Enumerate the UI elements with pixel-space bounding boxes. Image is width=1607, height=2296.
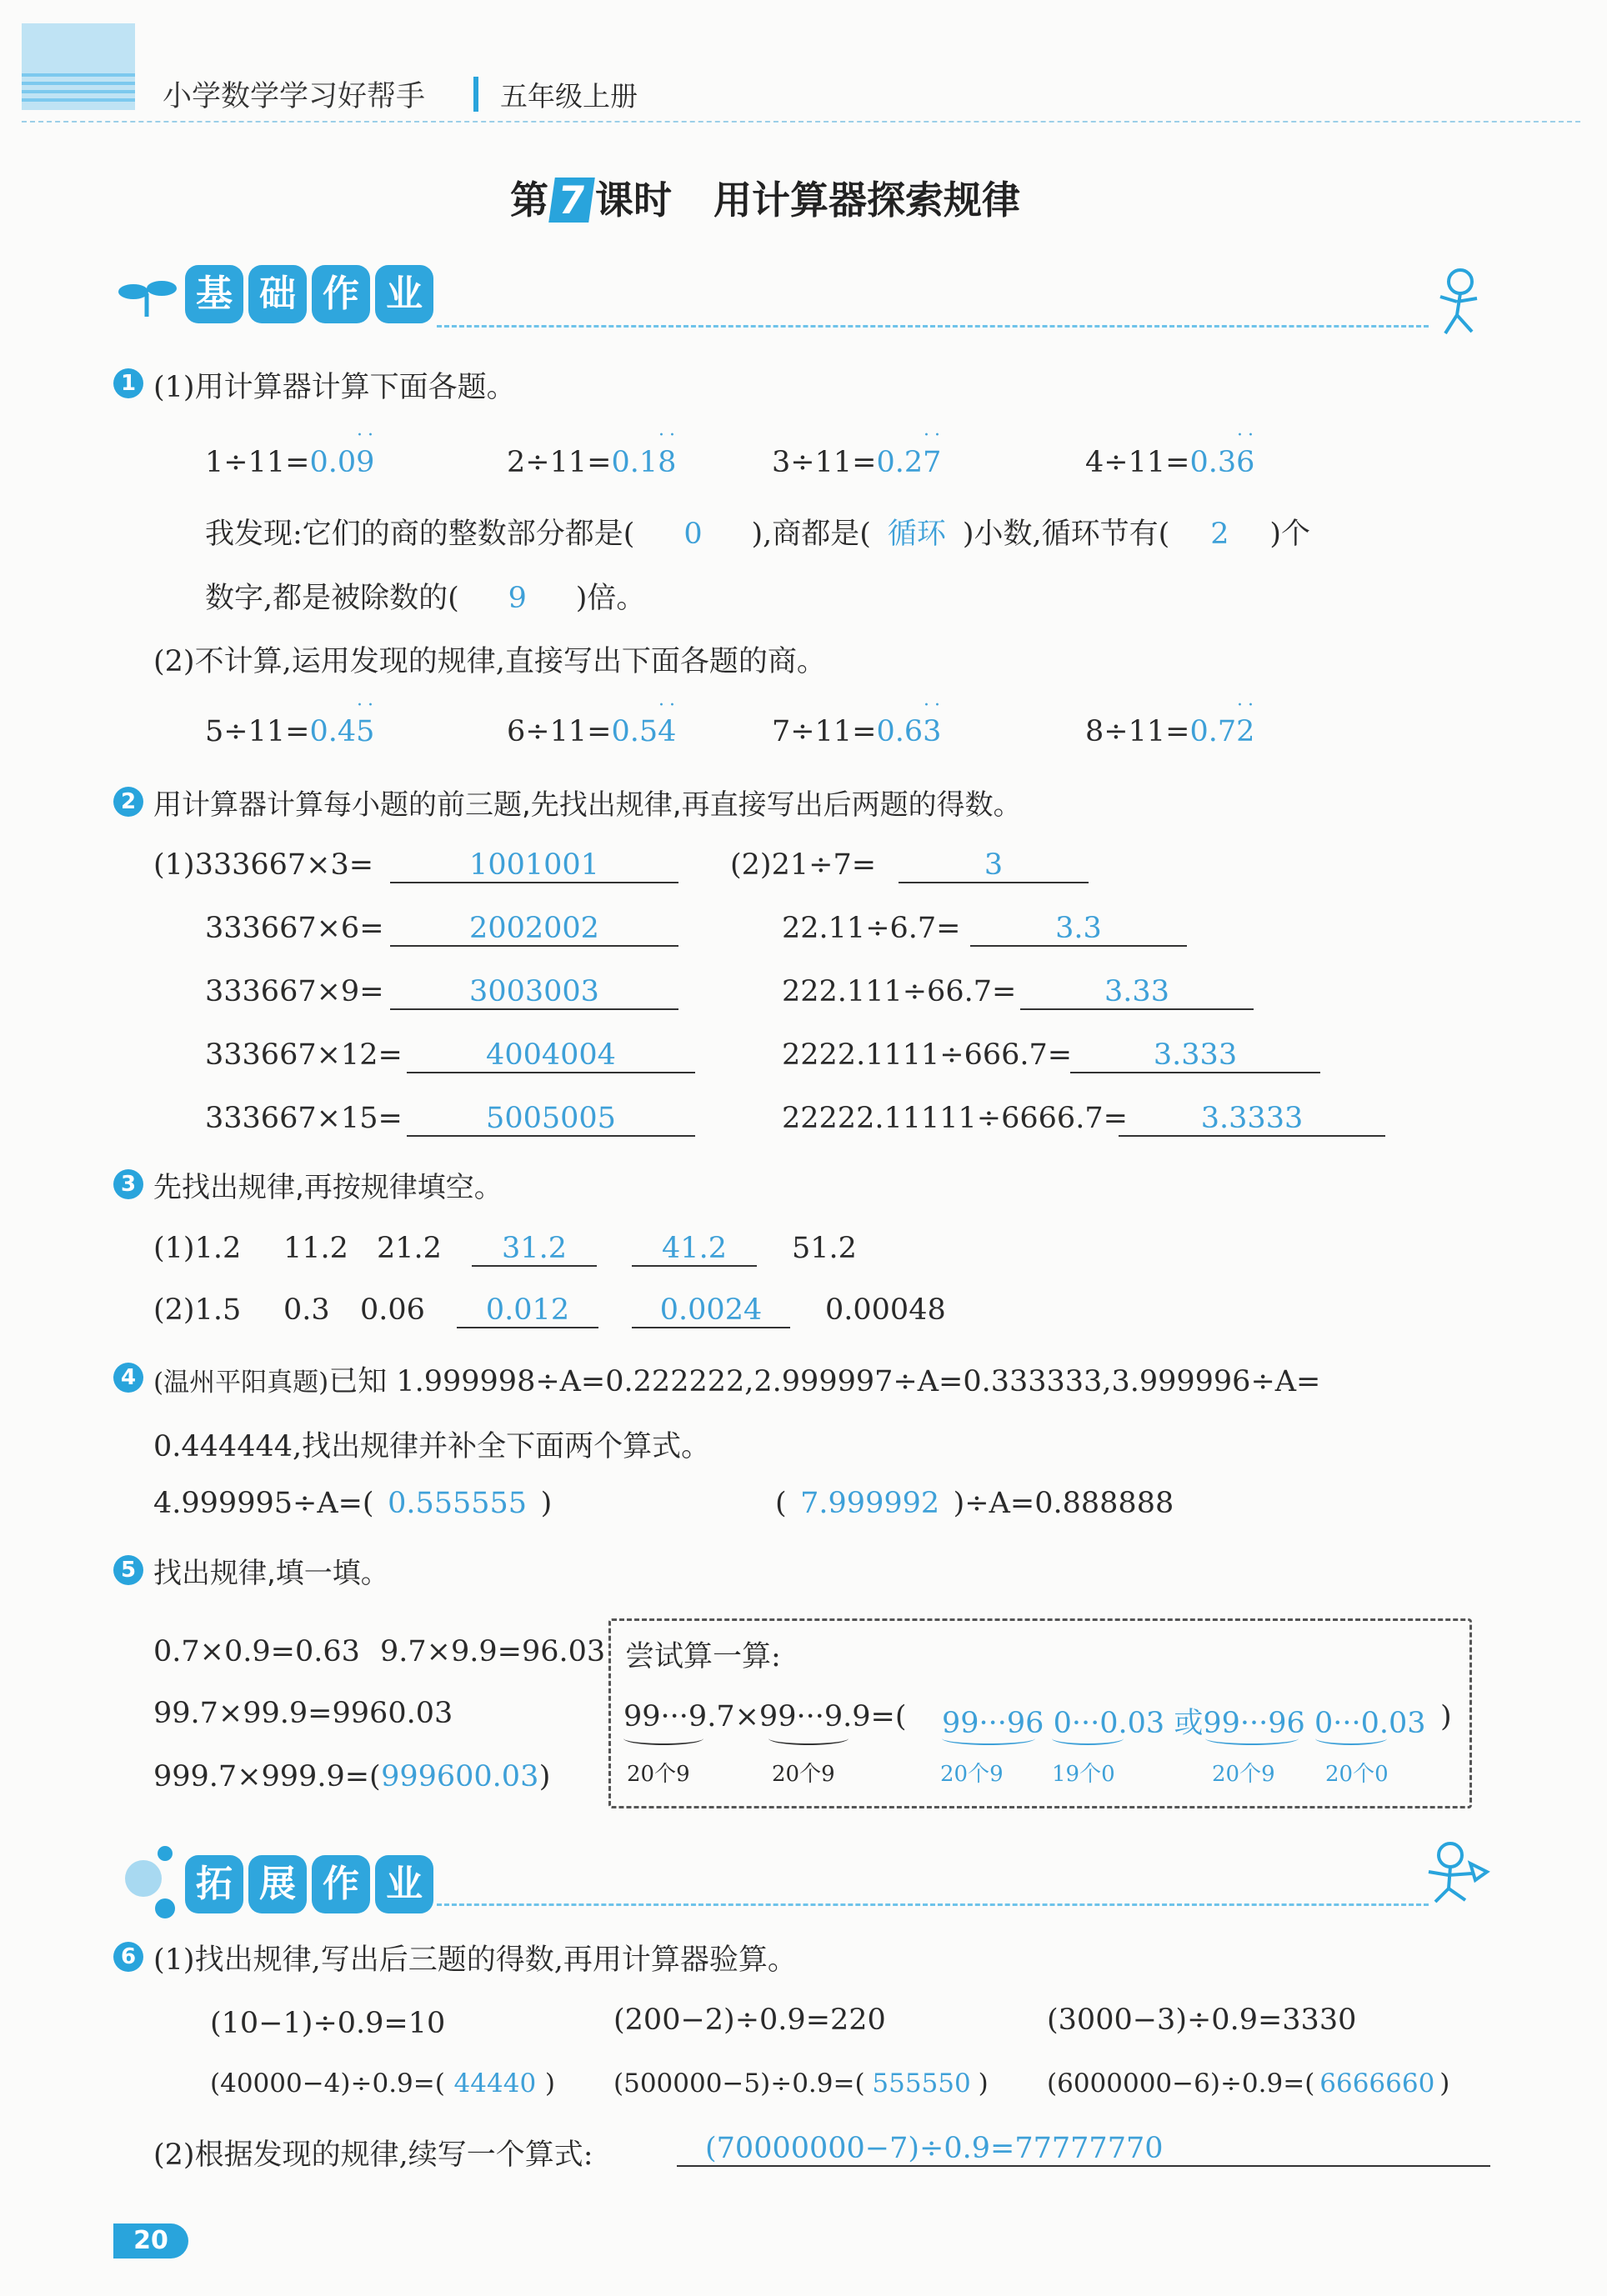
q4-statement: 已知 1.999998÷A=0.222222,2.999997÷A=0.333333,3.999996÷A= <box>328 1365 1321 1398</box>
section-extended-rule <box>437 1903 1429 1906</box>
q1-row1-item-1: 1÷11=0.09 <box>205 446 375 479</box>
q6-answer-3: 6666660 <box>1319 2068 1435 2098</box>
lesson-name: 用计算器探索规律 <box>713 178 1021 223</box>
q1-answer-type: 循环 <box>887 518 946 551</box>
q3-r2-answer-1: 0.012 <box>485 1293 570 1327</box>
q5-example-2: 9.7×9.9=96.03 <box>380 1635 606 1668</box>
q3-r2-v2: 0.3 <box>283 1293 330 1327</box>
q1-answer-digits: 2 <box>1210 518 1229 551</box>
q3-r1-answer-1: 31.2 <box>502 1232 567 1265</box>
q3-r2-v6: 0.00048 <box>825 1293 946 1327</box>
q5-answer-example: 999600.03 <box>381 1760 539 1793</box>
q4-line-2: 0.444444,找出规律并补全下面两个算式。 <box>153 1430 711 1463</box>
grade-label: 五年级上册 <box>500 80 638 113</box>
section-extended-char-3: 作 <box>312 1855 370 1913</box>
sprout-icon <box>113 277 180 318</box>
q3-title: 先找出规律,再按规律填空。 <box>153 1171 503 1204</box>
q6-r2-3: (6000000−6)÷0.9=( 6666660 ) <box>1047 2068 1450 2098</box>
section-basic-char-2: 础 <box>248 265 307 323</box>
q2-left-4-answer: 4004004 <box>486 1038 616 1072</box>
q6-answer-2: 555550 <box>872 2068 971 2098</box>
q6-answer-1: 44440 <box>453 2068 537 2098</box>
q3-r1-v6: 51.2 <box>792 1232 857 1265</box>
q2-left-2-blank <box>390 945 678 947</box>
q2-right-4-blank <box>1070 1072 1320 1073</box>
header-rule <box>22 121 1580 123</box>
q1-answer-multiple: 9 <box>508 582 527 615</box>
q5-brace-label-6: 20个0 <box>1325 1762 1389 1787</box>
question-3-number: 3 <box>113 1169 143 1199</box>
lesson-title <box>510 170 1020 225</box>
q2-right-5-blank <box>1119 1135 1385 1137</box>
lesson-prefix: 第 <box>510 178 548 223</box>
q5-box-answer: 99···96 0···0.03 或99···96 0···0.03 <box>942 1707 1426 1740</box>
q5-title: 找出规律,填一填。 <box>153 1557 389 1590</box>
question-1-number: 1 <box>113 368 143 398</box>
lesson-suffix: 课时 <box>595 178 673 223</box>
repeat-dots: ·· <box>357 695 378 716</box>
q3-r2-blank-1 <box>457 1327 598 1328</box>
q3-r2-label: (2)1.5 <box>153 1293 242 1327</box>
q5-brace-label-2: 20个9 <box>772 1762 835 1787</box>
repeat-dots: ·· <box>1237 425 1259 446</box>
q5-example-4: 999.7×999.9=(999600.03) <box>153 1760 551 1793</box>
q1-find-line-2: 数字,都是被除数的( 9 )倍。 <box>205 582 646 615</box>
q3-r1-blank-1 <box>472 1265 597 1267</box>
section-extended-char-4: 业 <box>375 1855 433 1913</box>
q3-r1-v3: 21.2 <box>377 1232 442 1265</box>
q2-left-5-blank <box>407 1135 695 1137</box>
q6-part2-answer: (70000000−7)÷0.9=77777770 <box>705 2132 1164 2165</box>
q2-right-4-answer: 3.333 <box>1153 1038 1238 1072</box>
section-basic-char-1: 基 <box>185 265 243 323</box>
reading-kid-icon <box>1417 1838 1492 1912</box>
q5-example-1: 0.7×0.9=0.63 <box>153 1635 360 1668</box>
q6-title: (1)找出规律,写出后三题的得数,再用计算器验算。 <box>153 1943 797 1977</box>
q1-row1-item-4: 4÷11=0.36 <box>1085 446 1255 479</box>
q5-brace-label-3: 20个9 <box>940 1762 1004 1787</box>
q2-left-2-answer: 2002002 <box>469 912 599 945</box>
q5-box-title: 尝试算一算: <box>625 1640 781 1673</box>
q3-r2-blank-2 <box>632 1327 790 1328</box>
q5-box-close: ) <box>1440 1700 1452 1733</box>
q6-part2-label: (2)根据发现的规律,续写一个算式: <box>153 2138 593 2172</box>
brace-4 <box>1052 1732 1124 1745</box>
q2-right-5-answer: 3.3333 <box>1200 1102 1304 1135</box>
q4-equation-2: ( 7.999992 )÷A=0.888888 <box>775 1487 1174 1520</box>
q2-right-2-answer: 3.3 <box>1055 912 1102 945</box>
repeat-dots: ·· <box>924 695 945 716</box>
q3-r1-blank-2 <box>632 1265 757 1267</box>
q6-part2-blank <box>677 2165 1490 2167</box>
q4-source: (温州平阳真题) <box>153 1368 329 1398</box>
lesson-number-badge: 7 <box>548 178 595 223</box>
brace-1 <box>623 1732 703 1745</box>
bubbles-icon <box>113 1838 190 1925</box>
header-divider <box>473 77 478 112</box>
section-extended-char-2: 展 <box>248 1855 307 1913</box>
q6-r2-1: (40000−4)÷0.9=( 44440 ) <box>210 2068 555 2098</box>
repeat-dots: ·· <box>924 425 945 446</box>
q2-right-1-answer: 3 <box>984 848 1004 882</box>
running-kid-icon <box>1430 267 1489 342</box>
q2-right-3-expr: 222.111÷66.7= <box>782 975 1017 1008</box>
q1-row2-item-1: 5÷11=0.45 <box>205 715 375 748</box>
q4-equation-1: 4.999995÷A=( 0.555555 ) <box>153 1487 553 1520</box>
question-2-number: 2 <box>113 787 143 817</box>
q2-left-1-answer: 1001001 <box>469 848 599 882</box>
q2-title: 用计算器计算每小题的前三题,先找出规律,再直接写出后两题的得数。 <box>153 788 1022 822</box>
section-basic-char-4: 业 <box>375 265 433 323</box>
q5-brace-label-1: 20个9 <box>627 1762 690 1787</box>
q5-example-3: 99.7×99.9=9960.03 <box>153 1697 453 1730</box>
q2-right-5-expr: 22222.11111÷6666.7= <box>782 1102 1128 1135</box>
q3-r1-v2: 11.2 <box>283 1232 348 1265</box>
q4-answer-1: 0.555555 <box>388 1487 528 1520</box>
q2-left-1-expr: (1)333667×3= <box>153 848 374 882</box>
q2-left-5-expr: 333667×15= <box>205 1102 403 1135</box>
q6-r2-2: (500000−5)÷0.9=( 555550 ) <box>613 2068 989 2098</box>
q4-answer-2: 7.999992 <box>800 1487 940 1520</box>
question-6-number: 6 <box>113 1942 143 1972</box>
page-number: 20 <box>113 2223 188 2258</box>
q3-r2-answer-2: 0.0024 <box>659 1293 763 1327</box>
q2-left-4-expr: 333667×12= <box>205 1038 403 1072</box>
q3-r2-v3: 0.06 <box>360 1293 425 1327</box>
q2-left-5-answer: 5005005 <box>486 1102 616 1135</box>
q6-r1-1: (10−1)÷0.9=10 <box>210 2007 446 2040</box>
q2-right-1-expr: (2)21÷7= <box>730 848 877 882</box>
q1-part1-title: (1)用计算器计算下面各题。 <box>153 371 516 404</box>
q5-brace-label-5: 20个9 <box>1212 1762 1275 1787</box>
repeat-dots: ·· <box>658 425 680 446</box>
q1-row2-item-3: 7÷11=0.63 <box>772 715 942 748</box>
section-extended-char-1: 拓 <box>185 1855 243 1913</box>
q5-brace-label-4: 19个0 <box>1052 1762 1115 1787</box>
q2-right-3-blank <box>1020 1008 1254 1010</box>
q1-answer-integer: 0 <box>683 518 703 551</box>
section-basic-char-3: 作 <box>312 265 370 323</box>
q6-r1-3: (3000−3)÷0.9=3330 <box>1047 2003 1357 2037</box>
q2-right-2-expr: 22.11÷6.7= <box>782 912 961 945</box>
q1-row1-item-2: 2÷11=0.18 <box>507 446 677 479</box>
q2-right-1-blank <box>899 882 1089 883</box>
q2-left-3-blank <box>390 1008 678 1010</box>
q2-right-4-expr: 2222.1111÷666.7= <box>782 1038 1073 1072</box>
q1-row2-item-2: 6÷11=0.54 <box>507 715 677 748</box>
header-stripes <box>22 73 135 107</box>
book-title: 小学数学学习好帮手 <box>163 80 426 113</box>
q2-right-2-blank <box>970 945 1187 947</box>
q1-find-line-1: 我发现:它们的商的整数部分都是( 0 ),商都是( 循环 )小数,循环节有( 2 )个 <box>205 511 1310 553</box>
q2-left-4-blank <box>407 1072 695 1073</box>
brace-5 <box>1205 1732 1299 1745</box>
q5-box-equation: 99···9.7×99···9.9=( <box>623 1700 907 1733</box>
question-4-number: 4 <box>113 1363 143 1393</box>
q3-r1-label: (1)1.2 <box>153 1232 242 1265</box>
q6-r1-2: (200−2)÷0.9=220 <box>613 2003 886 2037</box>
brace-2 <box>768 1732 849 1745</box>
q1-row2-item-4: 8÷11=0.72 <box>1085 715 1255 748</box>
repeat-dots: ·· <box>357 425 378 446</box>
repeat-dots: ·· <box>1237 695 1259 716</box>
q1-row1-item-3: 3÷11=0.27 <box>772 446 942 479</box>
question-5-number: 5 <box>113 1555 143 1585</box>
q2-left-3-answer: 3003003 <box>469 975 599 1008</box>
brace-3 <box>942 1732 1035 1745</box>
brace-6 <box>1315 1732 1387 1745</box>
q3-r1-answer-2: 41.2 <box>662 1232 727 1265</box>
q2-left-1-blank <box>390 882 678 883</box>
section-basic-rule <box>437 325 1429 328</box>
q4-line-1 <box>153 1358 1320 1400</box>
repeat-dots: ·· <box>658 695 680 716</box>
q2-left-2-expr: 333667×6= <box>205 912 384 945</box>
q2-left-3-expr: 333667×9= <box>205 975 384 1008</box>
q1-part2-title: (2)不计算,运用发现的规律,直接写出下面各题的商。 <box>153 645 826 678</box>
q2-right-3-answer: 3.33 <box>1104 975 1169 1008</box>
